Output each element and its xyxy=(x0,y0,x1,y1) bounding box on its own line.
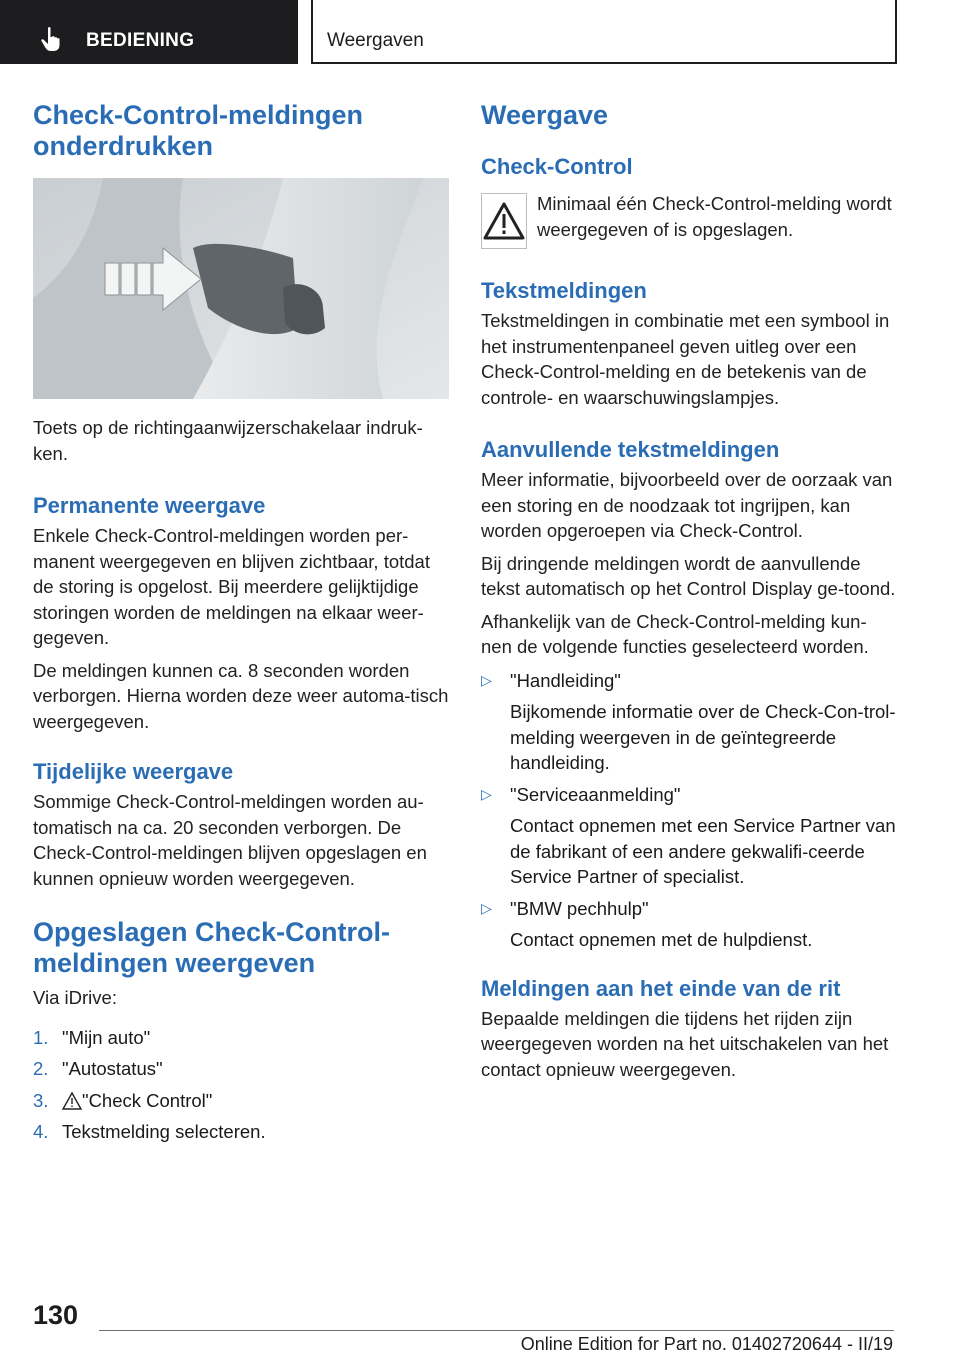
heading-check-control: Check-Control xyxy=(481,154,633,179)
edition-text: Online Edition for Part no. 01402720644 - II/19 xyxy=(520,1334,893,1354)
text-messages-paragraph: Tekstmeldingen in combinatie met een symbool in het instrumentenpaneel geven uitleg over een Check-Control-melding en de betekenis van de controle- en waarschuwingslampjes. xyxy=(481,310,890,408)
permanent-paragraph-1: Enkele Check-Control-meldingen worden per-manent weergegeven en blijven zichtbaar, totdat de storing is opgelost. Bij meerdere gelijktijdige storingen worden de meldingen na elkaar weer-gegeven. xyxy=(33,525,430,648)
left-column xyxy=(33,100,449,1151)
chapter-tab xyxy=(311,0,897,64)
function-list xyxy=(481,668,897,953)
section-title: BEDIENING xyxy=(86,30,195,51)
illustration-caption: Toets op de richtingaanwijzerschakelaar indruk-ken. xyxy=(33,417,423,464)
additional-paragraph-2: Bij dringende meldingen wordt de aanvullende tekst automatisch op het Control Display ge-toond. xyxy=(481,552,896,599)
bullet-triangle-icon: ▷ xyxy=(481,899,492,916)
heading-temporary: Tijdelijke weergave xyxy=(33,759,234,784)
warning-triangle-icon xyxy=(482,201,526,241)
section-tab xyxy=(0,0,298,64)
check-control-paragraph: Minimaal één Check-Control-melding wordt weergegeven of is opgeslagen. xyxy=(537,193,892,240)
heading-permanent: Permanente weergave xyxy=(33,493,266,518)
check-control-row xyxy=(481,193,897,249)
heading-additional: Aanvullende tekstmeldingen xyxy=(481,437,780,462)
heading-display: Weergave xyxy=(481,100,609,130)
warning-triangle-icon xyxy=(62,1092,82,1110)
temporary-paragraph: Sommige Check-Control-meldingen worden au-tomatisch na ca. 20 seconden verborgen. De Check-Control-meldingen blijven opgeslagen en kunnen opnieuw worden weergegeven. xyxy=(33,791,427,889)
heading-suppress: Check-Control-meldingen onderdrukken xyxy=(33,100,364,161)
warning-symbol-box xyxy=(481,193,527,249)
bullet-triangle-icon: ▷ xyxy=(481,785,492,802)
right-column xyxy=(481,100,897,1082)
chapter-title: Weergaven xyxy=(327,30,424,51)
page-number: 130 xyxy=(33,1300,79,1330)
additional-paragraph-1: Meer informatie, bijvoorbeeld over de oorzaak van een storing en de noodzaak tot ingrijpen, kan worden opgeroepen via Check-Control. xyxy=(481,469,893,541)
list-item: 1. "Mijn auto" xyxy=(33,1026,151,1048)
heading-text-messages: Tekstmeldingen xyxy=(481,278,647,303)
permanent-paragraph-2: De meldingen kunnen ca. 8 seconden worden verborgen. Hierna worden deze weer automa-tisch weergegeven. xyxy=(33,659,449,732)
idrive-steps xyxy=(33,1025,449,1145)
list-item: 3. "Check Control" xyxy=(33,1089,213,1111)
footer-divider xyxy=(99,1330,894,1331)
hand-pointer-icon xyxy=(40,26,64,52)
list-item: ▷ "Handleiding" Bijkomende informatie over de Check-Con-trol-melding weergeven in de geïntegreerde handleiding. xyxy=(481,668,897,776)
list-item: 2. "Autostatus" xyxy=(33,1058,163,1079)
list-item: 4. Tekstmelding selecteren. xyxy=(33,1121,266,1142)
list-item: ▷ "BMW pechhulp" Contact opnemen met de hulpdienst. xyxy=(481,896,897,953)
bullet-triangle-icon: ▷ xyxy=(481,671,492,688)
list-item: ▷ "Serviceaanmelding" Contact opnemen met een Service Partner van de fabrikant of een andere gekwalifi-ceerde Service Partner of specialist. xyxy=(481,782,897,890)
turn-signal-stalk-illustration xyxy=(33,178,449,399)
via-idrive-text: Via iDrive: xyxy=(33,987,117,1008)
heading-end-of-trip: Meldingen aan het einde van de rit xyxy=(481,975,841,1001)
heading-stored: Opgeslagen Check-Control-meldingen weergeven xyxy=(33,917,391,978)
additional-paragraph-3: Afhankelijk van de Check-Control-melding kun-nen de volgende functies geselecteerd worden. xyxy=(481,610,869,657)
end-of-trip-paragraph: Bepaalde meldingen die tijdens het rijden zijn weergegeven worden na het uitschakelen van het contact opnieuw weergegeven. xyxy=(481,1007,889,1080)
